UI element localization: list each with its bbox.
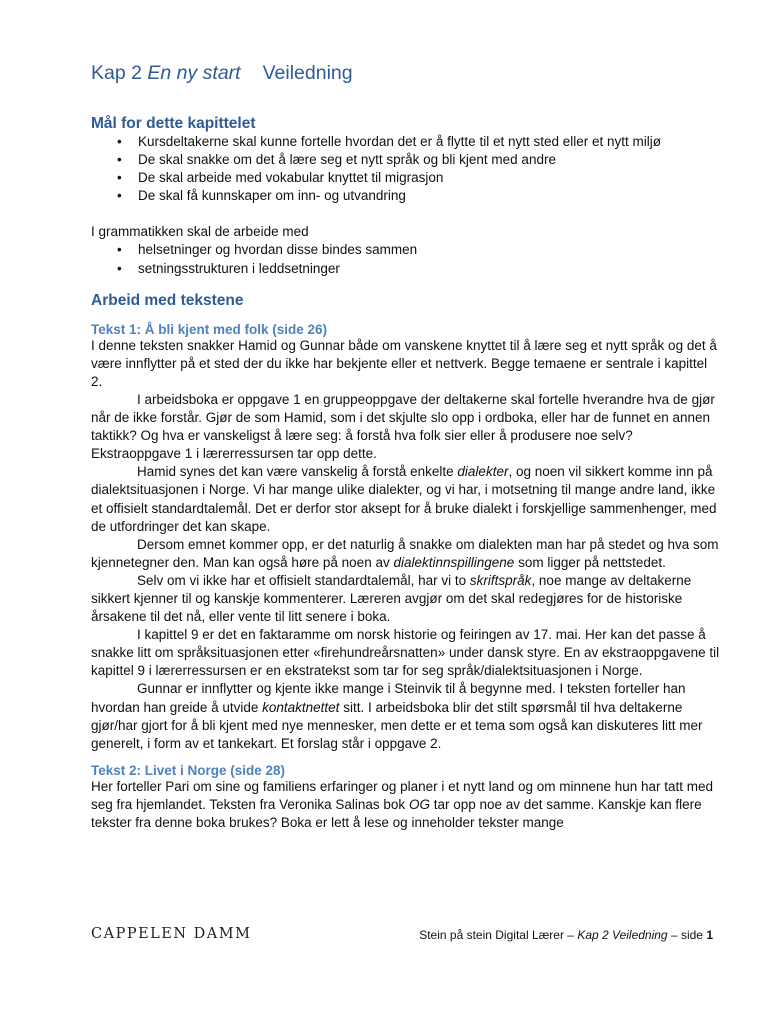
page-number: 1 bbox=[706, 928, 713, 942]
page-title bbox=[91, 62, 721, 85]
goals-list bbox=[91, 133, 721, 205]
title-italic: En ny start bbox=[147, 62, 241, 84]
paragraph: I kapittel 9 er det en faktaramme om norsk historie og feiringen av 17. mai. Her kan det passe å snakke litt om språksituasjonen etter «firehundreårsnatten» under dansk styre. En av ekstraoppgavene til kapittel 9 i lærerressursen er en ekstratekst som tar for seg språk/dialektsituasjonen i Norge. bbox=[91, 627, 720, 679]
grammar-intro: I grammatikken skal de arbeide med bbox=[91, 224, 309, 240]
list-item: • setningsstrukturen i leddsetninger bbox=[91, 260, 721, 278]
list-item: • De skal få kunnskaper om inn- og utvandring bbox=[91, 187, 721, 205]
title-prefix: Kap 2 bbox=[91, 62, 142, 84]
paragraph: I arbeidsboka er oppgave 1 en gruppeoppgave der deltakerne skal fortelle hverandre hva de gjør når de ikke forstår. Gjør de som Hamid, som i det skjulte slo opp i ordboka, eller har de funnet en annen taktikk? Og hva er vanskeligst å lære seg: å forstå hva folk sier eller å produsere noe selv? Ekstraoppgave 1 i lærerressursen tar opp dette. bbox=[91, 391, 715, 462]
publisher-logo: CAPPELEN DAMM bbox=[91, 926, 252, 942]
list-item: • helsetninger og hvordan disse bindes sammen bbox=[91, 241, 721, 259]
paragraph: Hamid synes det kan være vanskelig å forstå enkelte dialekter, og noen vil sikkert komme inn på dialektsituasjonen i Norge. Vi har mange ulike dialekter, og vi har, i motsetning til mange andre land, ikke et offisielt standardtalemål. Det er derfor stor aksept for å bruke dialekt i forskjellige sammenhenger, med de utfordringer det kan skape. bbox=[91, 464, 717, 534]
paragraph: Gunnar er innflytter og kjente ikke mange i Steinvik til å begynne med. I teksten forteller han hvordan han greide å utvide kontaktnettet sitt. I arbeidsboka blir det stilt spørsmål til hva deltakerne gjør/har gjort for å bli kjent med nye mennesker, men dette er et tema som også kan diskuteres litt mer generelt, i form av et tankekart. Et forslag står i oppgave 2. bbox=[91, 681, 703, 751]
text2-heading: Tekst 2: Livet i Norge (side 28) bbox=[91, 762, 286, 778]
footer-text: Stein på stein Digital Lærer – Kap 2 Veiledning – side 1 bbox=[419, 928, 713, 942]
work-heading: Arbeid med tekstene bbox=[91, 291, 244, 309]
paragraph: Selv om vi ikke har et offisielt standardtalemål, har vi to skriftspråk, noe mange av deltakerne sikkert kjenner til og kanskje kommenterer. Læreren avgjør om det skal redegjøres for de historiske årsakene til det nå, eller vente til litt senere i boka. bbox=[91, 572, 692, 625]
grammar-list bbox=[91, 241, 721, 277]
text1-heading: Tekst 1: Å bli kjent med folk (side 26) bbox=[91, 321, 328, 337]
list-item: • De skal arbeide med vokabular knyttet til migrasjon bbox=[91, 169, 721, 187]
list-item: • De skal snakke om det å lære seg et nytt språk og bli kjent med andre bbox=[91, 151, 721, 169]
goals-heading: Mål for dette kapittelet bbox=[91, 115, 256, 132]
title-suffix: Veiledning bbox=[262, 62, 353, 84]
document-page bbox=[91, 62, 721, 832]
list-item: • Kursdeltakerne skal kunne fortelle hvordan det er å flytte til et nytt sted eller et nytt miljø bbox=[91, 133, 721, 151]
paragraph: I denne teksten snakker Hamid og Gunnar både om vanskene knyttet til å lære seg et nytt språk og det å være innflytter på et sted der du ikke har bekjente eller et nettverk. Begge temaene er sentrale i kapittel 2. bbox=[91, 337, 717, 389]
paragraph: Her forteller Pari om sine og familiens erfaringer og planer i et nytt land og om minnene hun har tatt med seg fra hjemlandet. Teksten fra Veronika Salinas bok OG tar opp noe av det samme. Kanskje kan flere tekster fra denne boka brukes? Boka er lett å lese og inneholder tekster mange bbox=[91, 778, 714, 830]
paragraph: Dersom emnet kommer opp, er det naturlig å snakke om dialekten man har på stedet og hva som kjennetegner den. Man kan også høre på noen av dialektinnspillingene som ligger på nettstedet. bbox=[91, 536, 719, 570]
page-footer bbox=[91, 926, 713, 950]
